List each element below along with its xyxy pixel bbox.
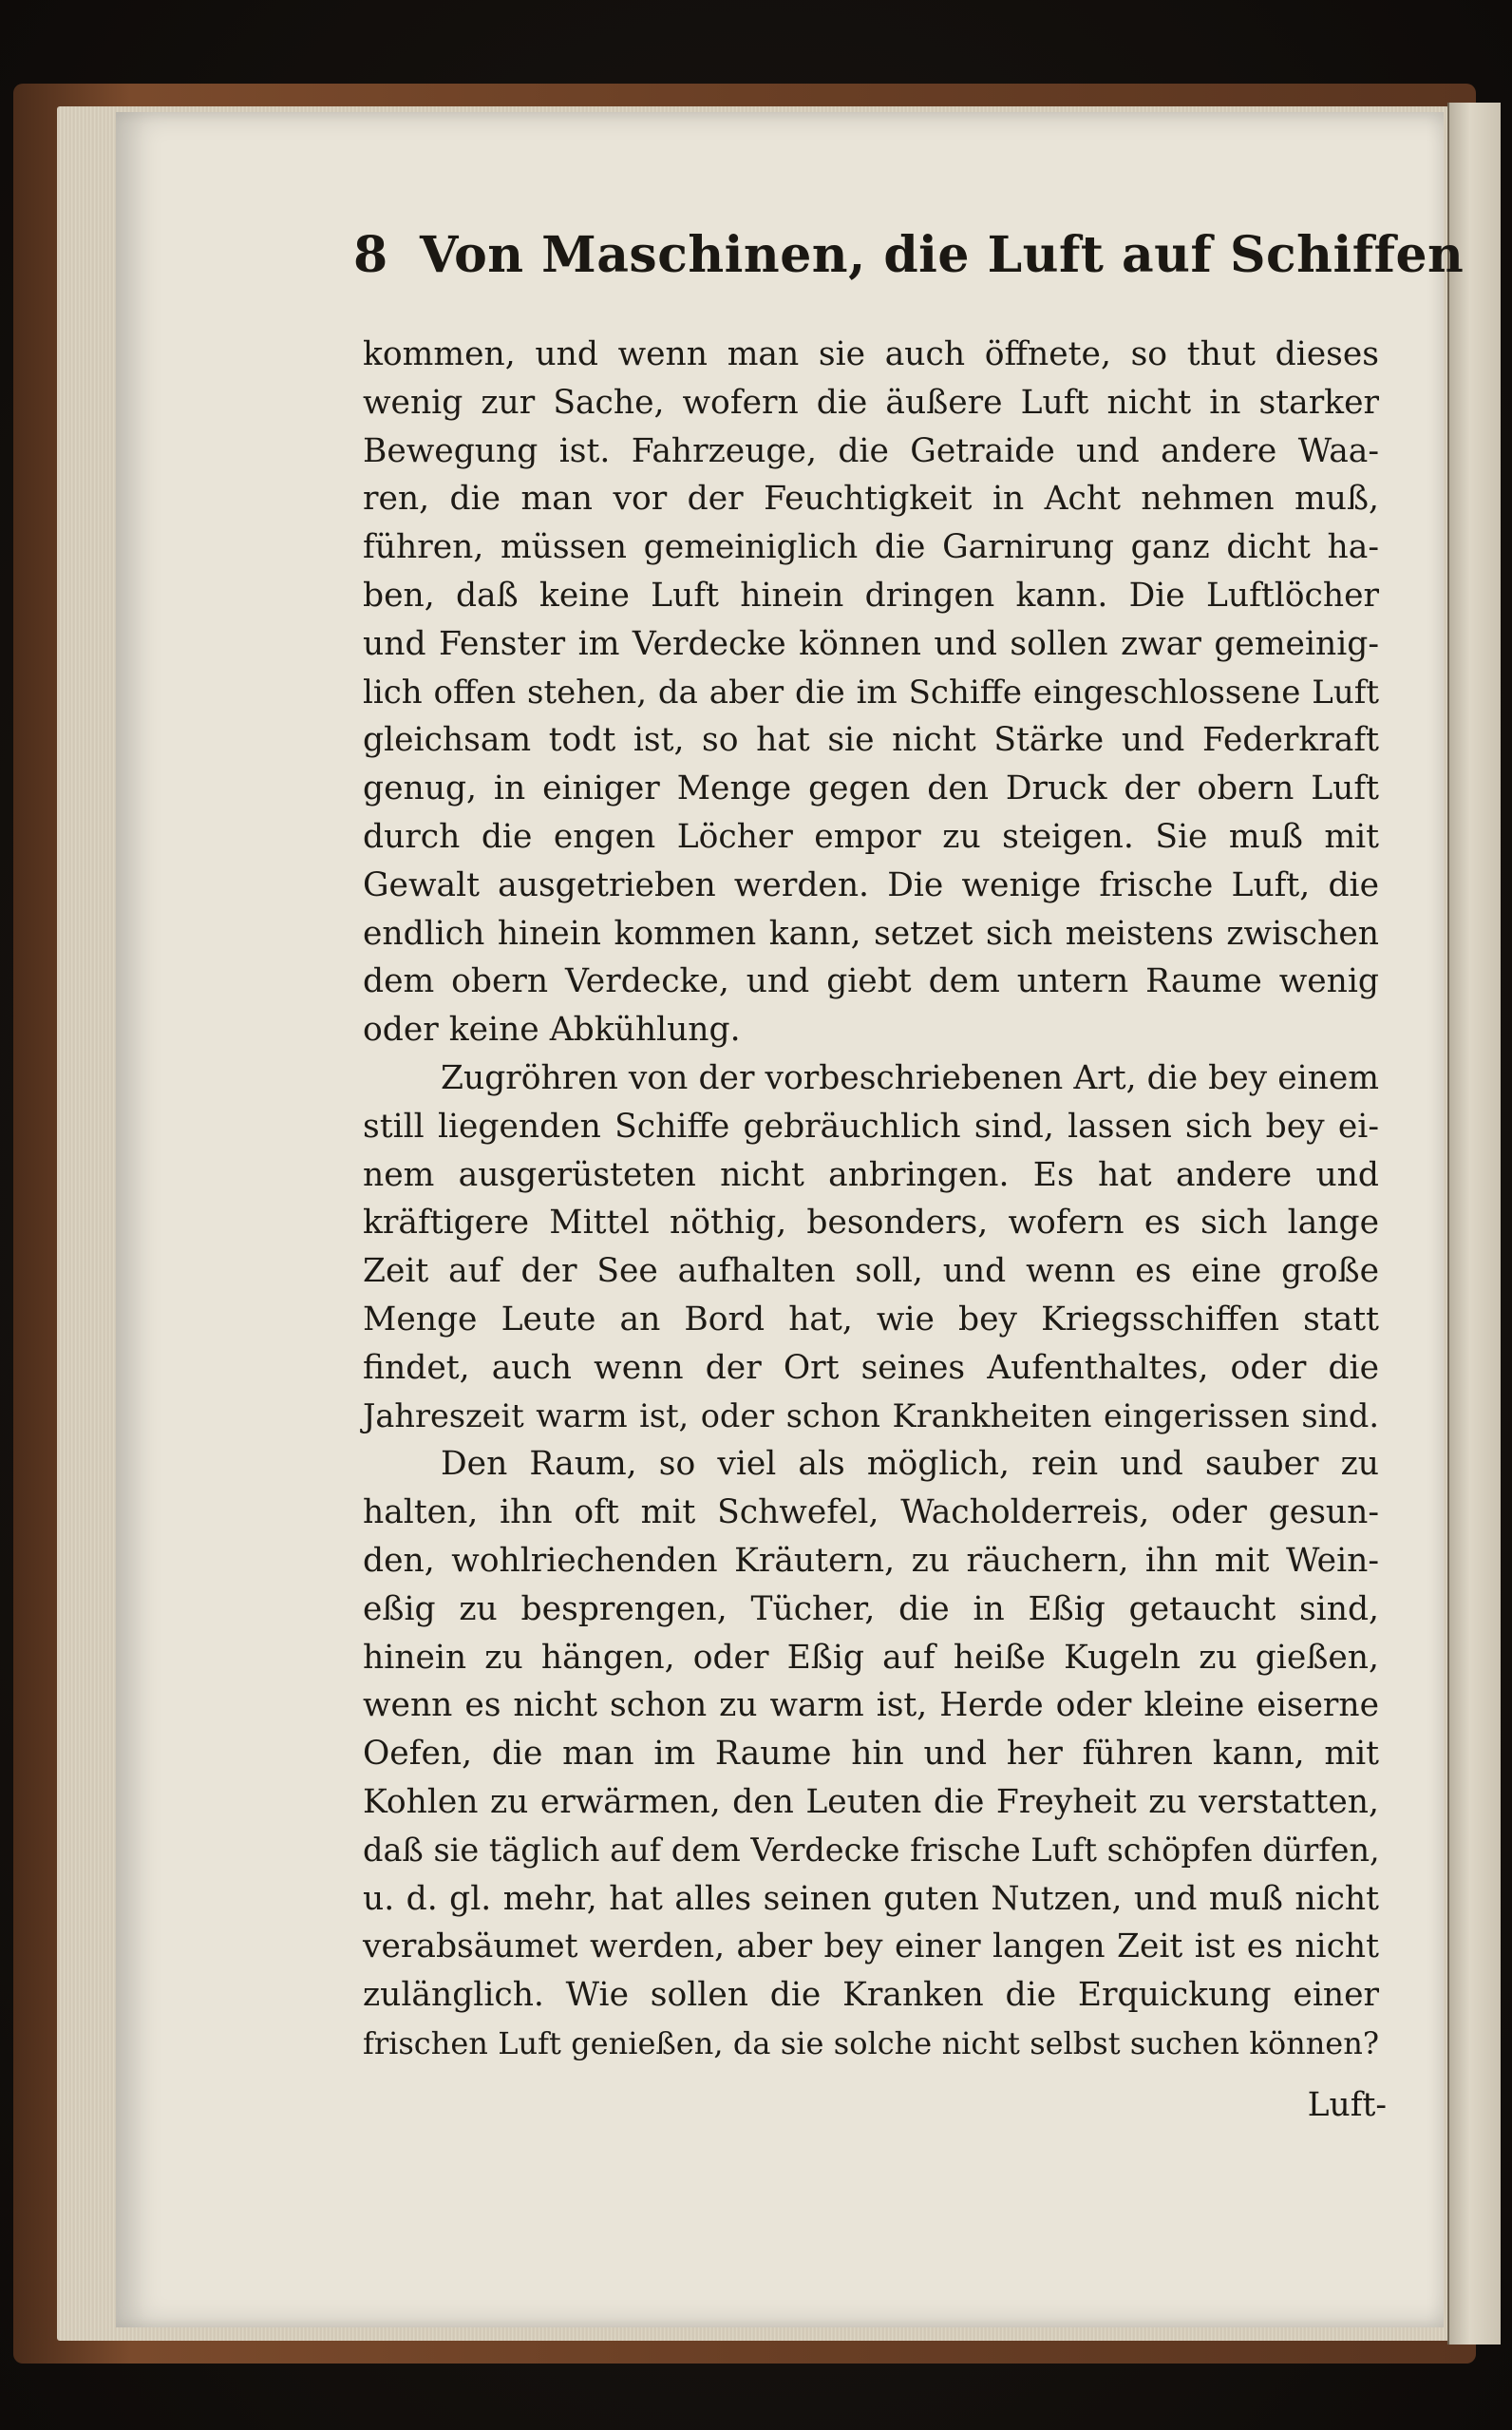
running-head [353, 226, 1465, 302]
text-line: Zeit auf der See aufhalten soll, und wenn es eine große [363, 1252, 1379, 1291]
text-line: kommen, und wenn man sie auch öffnete, so thut dieses [363, 335, 1379, 373]
text-line: eßig zu besprengen, Tücher, die in Eßig getaucht sind, [363, 1589, 1379, 1628]
text-line: Zugröhren von der vorbeschriebenen Art, die bey einem [441, 1058, 1379, 1097]
text-line: Jahreszeit warm ist, oder schon Krankheiten eingerissen sind. [363, 1396, 1379, 1434]
text-line: Bewegung ist. Fahrzeuge, die Getraide und andere Waa- [363, 431, 1379, 470]
text-line: und Fenster im Verdecke können und sollen zwar gemeinig- [363, 624, 1379, 663]
text-line: endlich hinein kommen kann, setzet sich meistens zwischen [363, 914, 1379, 953]
text-line: verabsäumet werden, aber bey einer langen Zeit ist es nicht [363, 1927, 1379, 1966]
text-line: den, wohlriechenden Kräutern, zu räuchern, ihn mit Wein- [363, 1541, 1379, 1580]
text-line: zulänglich. Wie sollen die Kranken die Erquickung einer [363, 1976, 1379, 2015]
page-number: 8 [353, 226, 388, 284]
text-line: still liegenden Schiffe gebräuchlich sind, lassen sich bey ei- [363, 1107, 1379, 1146]
text-line: durch die engen Löcher empor zu steigen. Sie muß mit [363, 817, 1379, 856]
text-line: Menge Leute an Bord hat, wie bey Kriegsschiffen statt [363, 1300, 1379, 1338]
text-line: frischen Luft genießen, da sie solche nicht selbst suchen können? [363, 2024, 1379, 2061]
text-line: oder keine Abkühlung. [363, 1011, 741, 1050]
text-line: halten, ihn oft mit Schwefel, Wacholderreis, oder gesun- [363, 1493, 1379, 1532]
text-line: genug, in einiger Menge gegen den Druck der obern Luft [363, 769, 1379, 808]
text-line: Den Raum, so viel als möglich, rein und sauber zu [441, 1445, 1379, 1484]
text-line: Oefen, die man im Raume hin und her führen kann, mit [363, 1735, 1379, 1774]
text-line: lich offen stehen, da aber die im Schiffe eingeschlossene Luft [363, 673, 1379, 712]
text-line: kräftigere Mittel nöthig, besonders, wofern es sich lange [363, 1204, 1379, 1243]
text-line: findet, auch wenn der Ort seines Aufenthaltes, oder die [363, 1348, 1379, 1387]
text-line: nem ausgerüsteten nicht anbringen. Es hat andere und [363, 1155, 1379, 1194]
text-line: ren, die man vor der Feuchtigkeit in Acht nehmen muß, [363, 480, 1379, 519]
text-line: hinein zu hängen, oder Eßig auf heiße Kugeln zu gießen, [363, 1638, 1379, 1677]
text-line: ben, daß keine Luft hinein dringen kann. Die Luftlöcher [363, 576, 1379, 615]
text-line: Kohlen zu erwärmen, den Leuten die Freyheit zu verstatten, [363, 1782, 1379, 1821]
catchword: Luft- [1307, 2086, 1387, 2124]
text-line: Gewalt ausgetrieben werden. Die wenige frische Luft, die [363, 865, 1379, 904]
body-text [363, 331, 1379, 2068]
text-line: wenig zur Sache, wofern die äußere Luft nicht in starker [363, 383, 1379, 422]
running-title: Von Maschinen, die Luft auf Schiffen [420, 226, 1465, 284]
facing-page-edge [1447, 103, 1501, 2345]
text-line: daß sie täglich auf dem Verdecke frische Luft schöpfen dürfen, [363, 1831, 1380, 1869]
text-line: gleichsam todt ist, so hat sie nicht Stärke und Federkraft [363, 721, 1379, 760]
text-line: führen, müssen gemeiniglich die Garnirung ganz dicht ha- [363, 528, 1379, 567]
text-line: dem obern Verdecke, und giebt dem untern Raume wenig [363, 962, 1379, 1001]
text-line: u. d. gl. mehr, hat alles seinen guten Nutzen, und muß nicht [363, 1879, 1379, 1918]
text-line: wenn es nicht schon zu warm ist, Herde oder kleine eiserne [363, 1686, 1379, 1725]
